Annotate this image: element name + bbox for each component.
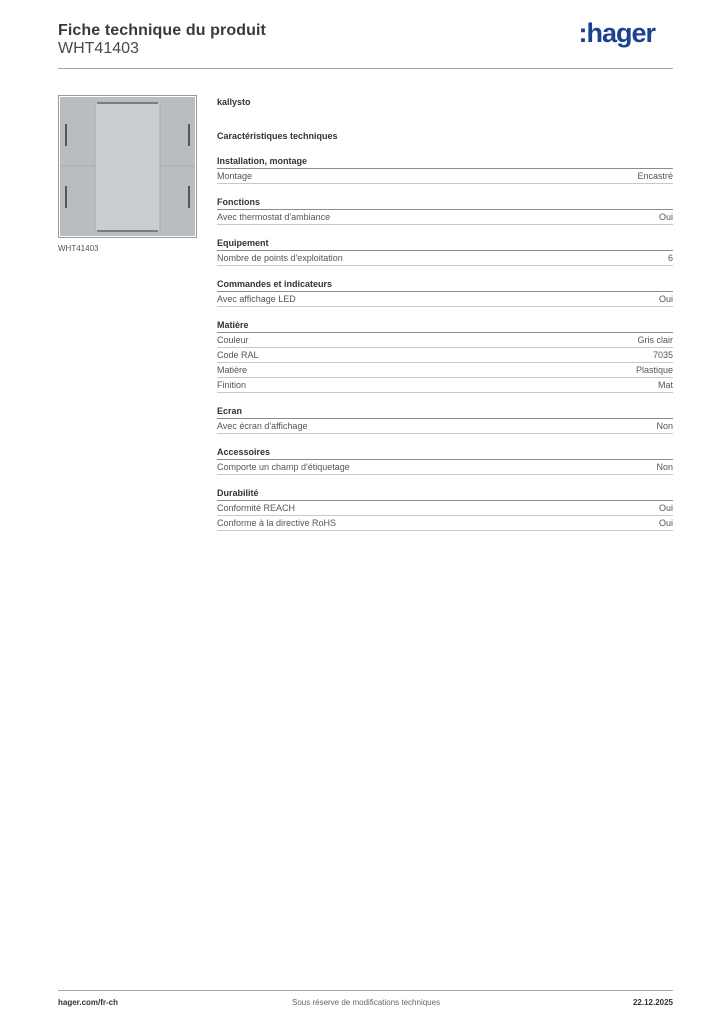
spec-group <box>217 405 673 434</box>
spec-group <box>217 487 673 531</box>
spec-group <box>217 196 673 225</box>
spec-label: Comporte un champ d'étiquetage <box>217 462 350 472</box>
hager-logo: :hager <box>578 18 655 48</box>
spec-row <box>217 501 673 516</box>
spec-row <box>217 210 673 225</box>
spec-row <box>217 419 673 434</box>
spec-group-title: Installation, montage <box>217 155 673 169</box>
spec-row <box>217 378 673 393</box>
spec-value: Oui <box>658 503 673 513</box>
spec-group-title: Accessoires <box>217 446 673 460</box>
spec-group <box>217 446 673 475</box>
spec-value: Oui <box>658 294 673 304</box>
spec-label: Avec écran d'affichage <box>217 421 308 431</box>
spec-value: Non <box>656 462 673 472</box>
spec-label: Avec thermostat d'ambiance <box>217 212 331 222</box>
spec-label: Matière <box>217 365 248 375</box>
spec-label: Avec affichage LED <box>217 294 296 304</box>
spec-value: 6 <box>667 253 673 263</box>
spec-row <box>217 516 673 531</box>
spec-row <box>217 292 673 307</box>
spec-value: Encastré <box>637 171 673 181</box>
spec-group <box>217 237 673 266</box>
spec-group <box>217 278 673 307</box>
footer-divider <box>58 990 673 991</box>
spec-label: Code RAL <box>217 350 259 360</box>
spec-label: Nombre de points d'exploitation <box>217 253 343 263</box>
spec-value: 7035 <box>652 350 673 360</box>
product-reference: WHT41403 <box>58 40 139 57</box>
spec-group-title: Fonctions <box>217 196 673 210</box>
spec-row <box>217 348 673 363</box>
spec-value: Mat <box>657 380 673 390</box>
specifications <box>217 95 673 531</box>
page-title: Fiche technique du produit <box>58 22 266 39</box>
spec-value: Gris clair <box>637 335 673 345</box>
spec-group-title: Matière <box>217 319 673 333</box>
spec-group-title: Commandes et indicateurs <box>217 278 673 292</box>
spec-row <box>217 251 673 266</box>
specs-heading: Caractéristiques techniques <box>217 131 338 141</box>
spec-label: Conformité REACH <box>217 503 296 513</box>
spec-value: Oui <box>658 212 673 222</box>
spec-group-title: Ecran <box>217 405 673 419</box>
spec-row <box>217 363 673 378</box>
footer-date: 22.12.2025 <box>632 998 673 1007</box>
product-image <box>58 95 197 238</box>
spec-value: Non <box>656 421 673 431</box>
header-divider <box>58 68 673 69</box>
footer-disclaimer: Sous réserve de modifications techniques <box>292 998 441 1007</box>
spec-value: Oui <box>658 518 673 528</box>
spec-value: Plastique <box>635 365 673 375</box>
spec-row <box>217 169 673 184</box>
spec-group-title: Equipement <box>217 237 673 251</box>
spec-label: Conforme à la directive RoHS <box>217 518 337 528</box>
page-header <box>58 20 673 68</box>
push-button-illustration <box>59 96 196 237</box>
footer-website-link[interactable]: hager.com/fr-ch <box>58 998 119 1007</box>
spec-group-title: Durabilité <box>217 487 673 501</box>
image-caption: WHT41403 <box>58 244 99 253</box>
product-series: kallysto <box>217 97 251 107</box>
spec-group <box>217 319 673 393</box>
spec-group <box>217 155 673 184</box>
spec-label: Finition <box>217 380 247 390</box>
spec-row <box>217 460 673 475</box>
spec-row <box>217 333 673 348</box>
spec-label: Montage <box>217 171 253 181</box>
spec-label: Couleur <box>217 335 249 345</box>
